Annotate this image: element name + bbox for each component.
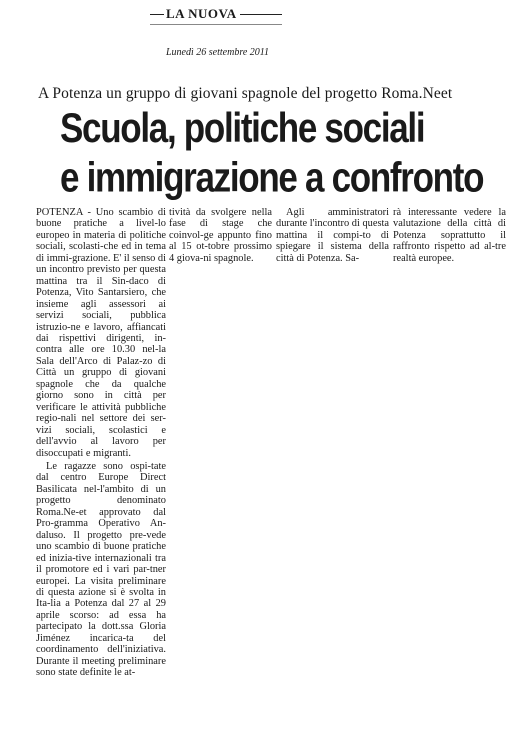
column-2-paragraph: tività da svolgere nella fase di stage che coinvol-ge appunto fino al 15 ot-tobre prossimo 4 giova-ni spagnole. — [169, 207, 272, 264]
article-column-4 — [393, 207, 506, 264]
masthead-rule-bottom — [150, 24, 282, 25]
column-3-paragraph: Agli amministratori durante l'incontro di questa mattina il compi-to di spiegare il sistema della città di Potenza. Sa- — [276, 207, 389, 264]
article-column-3 — [276, 207, 389, 264]
publication-date: Lunedì 26 settembre 2011 — [166, 47, 270, 58]
article-column-1 — [36, 207, 166, 679]
column-4-paragraph: rà interessante vedere la valutazione della città di Potenza soprattutto il raffronto rispetto ad al-tre realtà europee. — [393, 207, 506, 264]
newspaper-name: LA NUOVA — [166, 6, 237, 21]
headline-line-2: e immigrazione a confronto — [60, 154, 484, 201]
headline-line-1: Scuola, politiche sociali — [60, 105, 425, 152]
article-headline — [60, 104, 510, 203]
article-column-2 — [169, 207, 272, 264]
column-1-paragraph-1: POTENZA - Uno scambio di buone pratiche a livel-lo europeo in materia di politiche sociali, scolasti-che ed in tema di immi-grazione. E' il senso di un incontro previsto per questa mattina tra il Sin-daco di Potenza, Vito Santarsiero, che insieme agli assessori ai servizi sociali, pubblica istruzio-ne e lavoro, affiancati dai rispettivi dirigenti, in-contra alle ore 10.30 nel-la Sala dell'Arco di Palaz-zo di Città un gruppo di giovani spagnole che da qualche giorno sono in città per verificare le attività pubbliche regio-nali nel settore dei ser-vizi sociali, scolastici e dell'avvio al lavoro per disoccupati e migranti. — [36, 207, 166, 459]
article-kicker: A Potenza un gruppo di giovani spagnole del progetto Roma.Neet — [38, 85, 453, 102]
column-1-paragraph-2: Le ragazze sono ospi-tate dal centro Europe Direct Basilicata nel-l'ambito di un progetto denominato Roma.Ne-et approvato dal Pro-gramma Operativo An-daluso. Il progetto pre-vede uno scambio di buone pratiche ed inizia-tive internazionali tra il promotore ed i vari par-tner europei. La visita preliminare di questa azione si è svolta in Ita-lia a Potenza dal 27 al 29 aprile scorso: ad essa ha partecipato la dott.ssa Gloria Jiménez incarica-ta del coordinamento dell'iniziativa. Durante il meeting preliminare sono state definite le at- — [36, 460, 166, 679]
blank-page-area — [166, 266, 510, 736]
masthead-rule-right — [240, 14, 282, 15]
masthead-rule-left — [150, 14, 164, 15]
